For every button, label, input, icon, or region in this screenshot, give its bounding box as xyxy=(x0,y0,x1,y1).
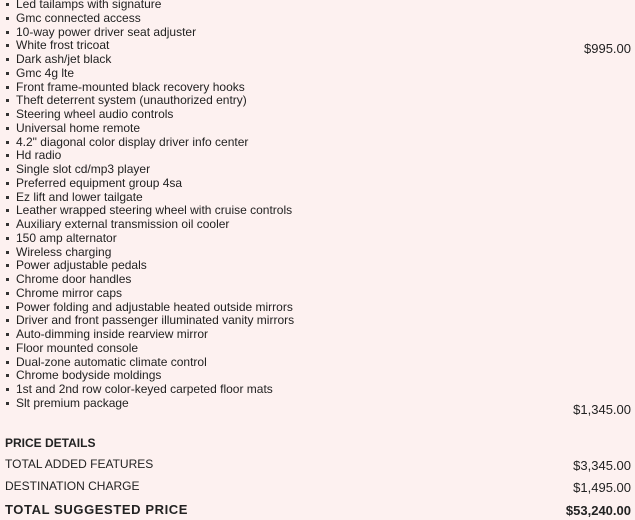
feature-list-item xyxy=(6,136,566,150)
feature-list-item xyxy=(6,81,566,95)
feature-list-item xyxy=(6,122,566,136)
feature-list-item xyxy=(6,301,566,315)
bullet-icon xyxy=(6,3,9,6)
feature-list-item xyxy=(6,191,566,205)
feature-list-item xyxy=(6,246,566,260)
total-suggested-price-label: TOTAL SUGGESTED PRICE xyxy=(5,502,189,517)
feature-label: Power adjustable pedals xyxy=(16,258,147,273)
feature-label: Auxiliary external transmission oil cooler xyxy=(16,217,230,231)
bullet-icon xyxy=(6,17,9,20)
bullet-icon xyxy=(6,306,9,309)
feature-label: Power folding and adjustable heated outside mirrors xyxy=(16,299,293,314)
bullet-icon xyxy=(6,72,9,75)
bullet-icon xyxy=(6,237,9,240)
feature-label: Chrome door handles xyxy=(16,272,132,286)
bullet-icon xyxy=(6,278,9,281)
price-details-heading: PRICE DETAILS xyxy=(5,436,96,450)
bullet-icon xyxy=(6,374,9,377)
feature-list-item xyxy=(6,94,566,108)
feature-list-item xyxy=(6,287,566,301)
feature-list-item xyxy=(6,204,566,218)
feature-label: 1st and 2nd row color-keyed carpeted floor mats xyxy=(16,382,273,396)
bullet-icon xyxy=(6,223,9,226)
feature-label: Single slot cd/mp3 player xyxy=(16,162,151,176)
bullet-icon xyxy=(6,99,9,102)
destination-charge-value: $1,495.00 xyxy=(573,480,631,495)
feature-list-item xyxy=(6,397,566,411)
bullet-icon xyxy=(6,347,9,350)
feature-list-item xyxy=(6,218,566,232)
feature-label: Driver and front passenger illuminated vanity mirrors xyxy=(16,313,295,328)
bullet-icon xyxy=(6,31,9,34)
bullet-icon xyxy=(6,127,9,130)
destination-charge-label: DESTINATION CHARGE xyxy=(5,479,140,493)
total-suggested-price-value: $53,240.00 xyxy=(565,503,631,518)
feature-label: Gmc 4g lte xyxy=(16,65,75,80)
feature-label: Wireless charging xyxy=(16,244,112,259)
feature-list-item xyxy=(6,356,566,370)
bullet-icon xyxy=(6,154,9,157)
feature-list-item xyxy=(6,383,566,397)
feature-list-item xyxy=(6,149,566,163)
total-added-features-value: $3,345.00 xyxy=(573,458,631,473)
feature-list-item xyxy=(6,342,566,356)
feature-list-item xyxy=(6,12,566,26)
feature-list-item xyxy=(6,53,566,67)
bullet-icon xyxy=(6,251,9,254)
feature-list-item xyxy=(6,232,566,246)
feature-list-item xyxy=(6,328,566,342)
feature-label: Chrome bodyside moldings xyxy=(16,368,162,383)
bullet-icon xyxy=(6,333,9,336)
feature-list-item xyxy=(6,314,566,328)
feature-list-item xyxy=(6,273,566,287)
feature-label: Floor mounted console xyxy=(16,340,139,355)
bullet-icon xyxy=(6,292,9,295)
bullet-icon xyxy=(6,402,9,405)
feature-label: 150 amp alternator xyxy=(16,230,117,245)
total-added-features-label: TOTAL ADDED FEATURES xyxy=(5,457,154,471)
bullet-icon xyxy=(6,86,9,89)
feature-label: 4.2" diagonal color display driver info center xyxy=(16,134,249,149)
bullet-icon xyxy=(6,182,9,185)
slt-premium-package-price: $1,345.00 xyxy=(573,402,631,417)
bullet-icon xyxy=(6,361,9,364)
feature-label: Dual-zone automatic climate control xyxy=(16,354,207,369)
feature-label: Steering wheel audio controls xyxy=(16,107,174,121)
feature-list xyxy=(6,0,566,411)
bullet-icon xyxy=(6,264,9,267)
bullet-icon xyxy=(6,113,9,116)
feature-label: Ez lift and lower tailgate xyxy=(16,189,143,204)
feature-label: Slt premium package xyxy=(16,395,129,410)
feature-label: White frost tricoat xyxy=(16,38,110,53)
feature-list-item xyxy=(6,163,566,177)
feature-list-item xyxy=(6,369,566,383)
bullet-icon xyxy=(6,319,9,322)
bullet-icon xyxy=(6,141,9,144)
feature-label: Auto-dimming inside rearview mirror xyxy=(16,327,209,341)
feature-label: Universal home remote xyxy=(16,120,141,135)
bullet-icon xyxy=(6,209,9,212)
feature-label: Theft deterrent system (unauthorized entry) xyxy=(16,93,247,108)
feature-list-item xyxy=(6,26,566,40)
bullet-icon xyxy=(6,388,9,391)
bullet-icon xyxy=(6,44,9,47)
feature-label: Led tailamps with signature xyxy=(16,0,162,11)
feature-list-item xyxy=(6,67,566,81)
white-frost-tricoat-price: $995.00 xyxy=(584,41,631,56)
feature-label: Chrome mirror caps xyxy=(16,285,123,300)
feature-label: Hd radio xyxy=(16,148,62,163)
feature-label: Gmc connected access xyxy=(16,10,141,25)
feature-list-item xyxy=(6,177,566,191)
feature-label: Preferred equipment group 4sa xyxy=(16,175,183,190)
feature-label: Leather wrapped steering wheel with cruise controls xyxy=(16,203,293,218)
feature-label: 10-way power driver seat adjuster xyxy=(16,24,197,39)
bullet-icon xyxy=(6,168,9,171)
feature-label: Front frame-mounted black recovery hooks xyxy=(16,79,245,94)
bullet-icon xyxy=(6,196,9,199)
bullet-icon xyxy=(6,58,9,61)
feature-list-item xyxy=(6,259,566,273)
feature-list-item xyxy=(6,39,566,53)
feature-list-item xyxy=(6,108,566,122)
feature-label: Dark ash/jet black xyxy=(16,52,112,66)
